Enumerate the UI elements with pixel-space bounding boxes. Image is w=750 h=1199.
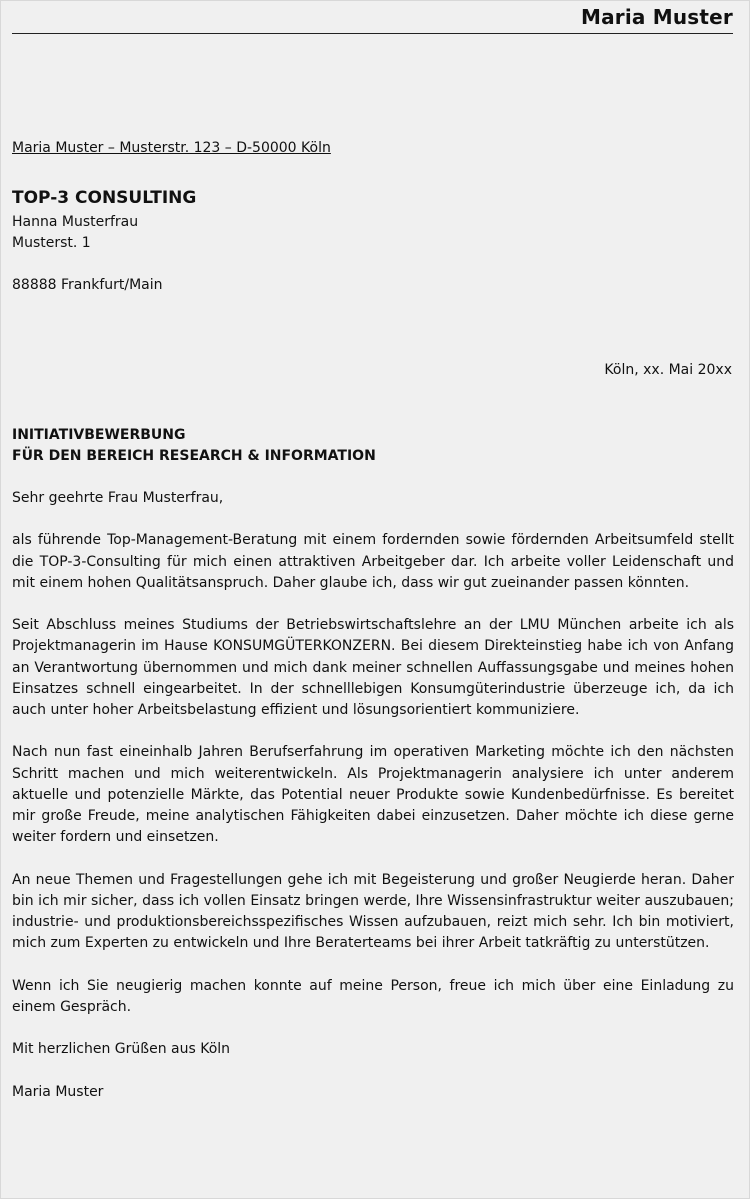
body-paragraph-1: als führende Top-Management-Beratung mit einem fordernden sowie fördernden Arbeitsumfeld stellt die TOP-3-Consulting für mich einen attraktiven Arbeitgeber dar. Ich arbeite voller Leidenschaft und mit einem hohen Qualitätsanspruch. Daher glaube ich, dass wir gut zueinander passen könnten. (12, 532, 734, 591)
recipient-company: TOP-3 CONSULTING (12, 188, 197, 208)
subject-line-1: INITIATIVBEWERBUNG (12, 427, 186, 443)
signature: Maria Muster (12, 1083, 104, 1100)
recipient-contact: Hanna Musterfrau (12, 214, 139, 230)
recipient-street: Musterst. 1 (12, 235, 91, 251)
recipient-city: 88888 Frankfurt/Main (12, 277, 163, 293)
body-paragraph-4: An neue Themen und Fragestellungen gehe ich mit Begeisterung und großer Neugierde heran. Daher bin ich mir sicher, dass ich vollen Einsatz bringen werde, Ihre Wissensinfrastruktur weiter auszubauen; industrie- und produktionsbereichsspezifisches Wissen aufzubauen, reizt mich sehr. Ich bin motiviert, mich zum Experten zu entwickeln und Ihre Beraterteams bei ihrer Arbeit tatkräftig zu unterstützen. (12, 871, 734, 952)
closing: Mit herzlichen Grüßen aus Köln (12, 1041, 231, 1058)
subject-line-2: FÜR DEN BEREICH RESEARCH & INFORMATION (12, 448, 376, 464)
letterhead-divider (12, 33, 733, 34)
letterhead-name: Maria Muster (580, 5, 733, 29)
body-paragraph-5: Wenn ich Sie neugierig machen konnte auf meine Person, freue ich mich über eine Einladung zu einem Gespräch. (12, 977, 734, 1015)
body-paragraph-3: Nach nun fast eineinhalb Jahren Berufserfahrung im operativen Marketing möchte ich den nächsten Schritt machen und mich weiterentwickeln. Als Projektmanagerin analysiere ich unter anderem aktuelle und potenzielle Märkte, das Potential neuer Produkte sowie Kundenbedürfnisse. Es bereitet mir große Freude, meine analytischen Fähigkeiten dabei einzusetzen. Daher möchte ich diese gerne weiter fordern und einsetzen. (12, 744, 734, 846)
subject-block (12, 425, 376, 467)
address-spacer (12, 254, 196, 275)
recipient-address-block (12, 186, 196, 296)
letter-body (12, 488, 734, 1124)
letter-date: Köln, xx. Mai 20xx (604, 362, 732, 378)
salutation: Sehr geehrte Frau Musterfrau, (12, 490, 224, 506)
sender-address-line: Maria Muster – Musterstr. 123 – D-50000 Köln (12, 140, 331, 156)
body-paragraph-2: Seit Abschluss meines Studiums der Betriebswirtschaftslehre an der LMU München arbeite ich als Projektmanagerin im Hause KONSUMGÜTERKONZERN. Bei diesem Direkteinstieg habe ich von Anfang an Verantwortung übernommen und mich dank meiner schnellen Auffassungsgabe und meines hohen Einsatzes schnell eingearbeitet. In der schnelllebigen Konsumgüterindustrie überzeuge ich, da ich auch unter hoher Arbeitsbelastung effizient und lösungsorientiert kommuniziere. (12, 617, 734, 718)
